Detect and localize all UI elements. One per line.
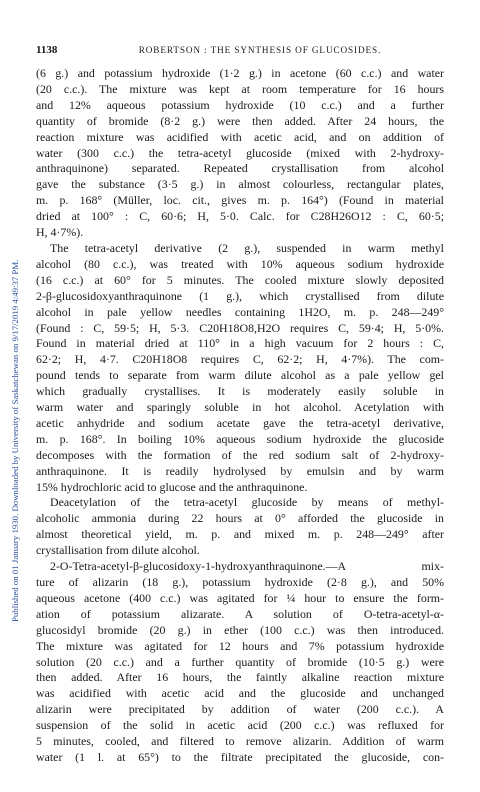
- text-line: glucosidyl bromide (20 g.) in ether (100 c.c.) was then introduced.: [36, 622, 444, 637]
- download-sidebar: [0, 0, 22, 792]
- text-line: alcohol (80 c.c.), was treated with 10% aqueous sodium hydroxide: [36, 256, 444, 271]
- text-line: quantity of bromide (8·2 g.) were then added. After 24 hours, the: [36, 113, 444, 128]
- text-line: almost theoretical yield, m. p. and mixed m. p. 248—249° after: [36, 527, 444, 542]
- text-line: then added. After 16 hours, the faintly alkaline reaction mixture: [36, 670, 444, 685]
- text-line: water (300 c.c.) the tetra-acetyl glucoside (mixed with 2-hydroxy-: [36, 145, 444, 160]
- text-line: reaction mixture was acidified with acetic acid, and on addition of: [36, 129, 444, 144]
- text-line: was acidified with acetic acid and the glucoside and unchanged: [36, 686, 444, 701]
- text-line: (16 c.c.) at 60° for 5 minutes. The cooled mixture slowly deposited: [36, 272, 444, 287]
- text-line: (6 g.) and potassium hydroxide (1·2 g.) in acetone (60 c.c.) and water: [36, 66, 444, 80]
- text-line: 62·2; H, 4·7. C20H18O8 requires C, 62·2; H, 4·7%). The com-: [36, 352, 444, 367]
- text-line: warm water and sparingly soluble in hot alcohol. Acetylation with: [36, 400, 444, 415]
- text-line: solution (20 c.c.) and a further quantity of bromide (10·5 g.) were: [36, 654, 444, 669]
- text-line: anthraquinone) separated. Repeated crystallisation from alcohol: [36, 161, 444, 176]
- text-line: decomposes with the formation of the red sodium salt of 2-hydroxy-: [36, 447, 444, 462]
- text-line: crystallisation from dilute alcohol.: [36, 543, 200, 558]
- text-line: dried at 100° : C, 60·6; H, 5·0. Calc. for C28H26O12 : C, 60·5;: [36, 209, 444, 224]
- text-line: aqueous acetone (400 c.c.) was agitated for ¼ hour to ensure the form-: [36, 590, 444, 605]
- text-line: acetic anhydride and sodium acetate gave the tetra-acetyl derivative,: [36, 415, 444, 430]
- text-line: Found in material dried at 110° in a high vacuum for 2 hours : C,: [36, 336, 444, 351]
- text-line: H, 4·7%).: [36, 225, 84, 240]
- text-line: 2-β-glucosidoxyanthraquinone (1 g.), which crystallised from dilute: [36, 288, 444, 303]
- text-line: which gradually crystallises. It is moderately easily soluble in: [36, 384, 444, 399]
- page-number: 1138: [36, 44, 58, 56]
- text-line: water (1 l. at 65°) to the filtrate precipitated the glucoside, con-: [36, 749, 444, 764]
- running-head: ROBERTSON : THE SYNTHESIS OF GLUCOSIDES.: [138, 45, 382, 55]
- text-line: The mixture was agitated for 12 hours and 7% potassium hydroxide: [36, 638, 444, 653]
- text-line: ture of alizarin (18 g.), potassium hydroxide (2·8 g.), and 50%: [36, 575, 444, 589]
- text-line: alizarin were precipitated by addition of water (200 c.c.). A: [36, 702, 444, 717]
- page-header: [36, 44, 444, 58]
- text-line: suspension of the solid in acetic acid (200 c.c.) was refluxed for: [36, 718, 444, 733]
- text-line: Deacetylation of the tetra-acetyl glucoside by means of methyl-: [50, 495, 444, 510]
- text-line: m. p. 168° (Müller, loc. cit., gives m. p. 164°) (Found in material: [36, 193, 444, 208]
- text-line: (20 c.c.). The mixture was kept at room temperature for 16 hours: [36, 81, 444, 96]
- text-line: anthraquinone. It is readily hydrolysed by emulsin and by warm: [36, 463, 444, 478]
- article-body: [36, 66, 444, 766]
- text-line: (Found : C, 59·5; H, 5·3. C20H18O8,H2O requires C, 59·4; H, 5·0%.: [36, 320, 444, 335]
- text-line: ation of potassium alizarate. A solution of O-tetra-acetyl-α-: [36, 606, 444, 621]
- text-line: 5 minutes, cooled, and filtered to remove alizarin. Addition of warm: [36, 734, 444, 749]
- text-line: 15% hydrochloric acid to glucose and the anthraquinone.: [36, 479, 308, 494]
- text-line: alcohol in pale yellow needles containing 1H2O, m. p. 248—249°: [36, 304, 444, 319]
- text-line: and 12% aqueous potassium hydroxide (10 c.c.) and a further: [36, 97, 444, 112]
- text-line: gave the substance (3·5 g.) in almost colourless, rectangular plates,: [36, 177, 444, 192]
- text-line: 2-O-Tetra-acetyl-β-glucosidoxy-1-hydroxyanthraquinone.—A mix-: [50, 559, 444, 574]
- text-line: alcoholic ammonia during 22 hours at 0° afforded the glucoside in: [36, 511, 444, 526]
- text-line: m. p. 168°. In boiling 10% aqueous sodium hydroxide the glucoside: [36, 431, 444, 446]
- text-line: The tetra-acetyl derivative (2 g.), suspended in warm methyl: [50, 240, 444, 255]
- publication-notice: Published on 01 January 1930. Downloaded by University of Saskatchewan on 9/17/2019 4:49:37 PM.: [10, 259, 20, 622]
- text-line: pound tends to separate from warm dilute alcohol as a pale yellow gel: [36, 368, 444, 383]
